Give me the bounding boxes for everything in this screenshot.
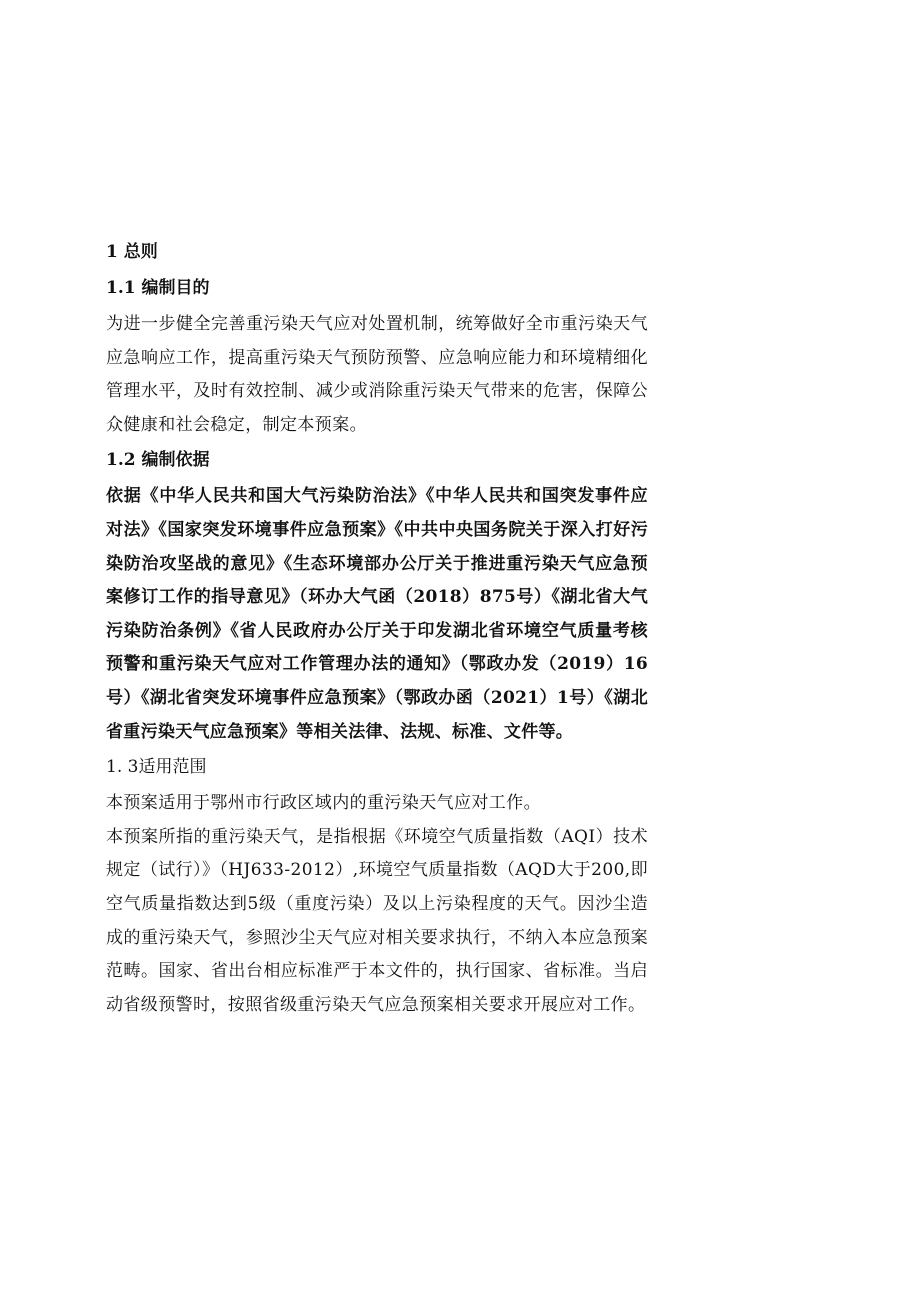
basis-paragraph: 依据《中华人民共和国大气污染防治法》《中华人民共和国突发事件应对法》《国家突发环境事件应急预案》《中共中央国务院关于深入打好污染防治攻坚战的意见》《生态环境部办公厅关于推进重污染天气应急预案修订工作的指导意见》（环办大气函（2018）875号）《湖北省大气污染防治条例》《省人民政府办公厅关于印发湖北省环境空气质量考核预警和重污染天气应对工作管理办法的通知》（鄂政办发（2019）16号）《湖北省突发环境事件应急预案》（鄂政办函（2021）1号）《湖北省重污染天气应急预案》等相关法律、法规、标准、文件等。 bbox=[106, 486, 648, 742]
purpose-text: 为进一步健全完善重污染天气应对处置机制，统筹做好全市重污染天气应急响应工作，提高重污染天气预防预警、应急响应能力和环境精细化管理水平，及时有效控制、减少或消除重污染天气带来的危害，保障公众健康和社会稳定，制定本预案。 bbox=[106, 314, 648, 435]
document-page bbox=[106, 236, 648, 1022]
section-title-purpose: 1.1 编制目的 bbox=[106, 278, 210, 298]
scope-paragraph-2: 本预案所指的重污染天气，是指根据《环境空气质量指数（AQI）技术规定（试行）》（HJ633-2012）,环境空气质量指数（AQD大于200,即空气质量指数达到5级（重度污染）及以上污染程度的天气。因沙尘造成的重污染天气，参照沙尘天气应对相关要求执行，不纳入本应急预案范畴。国家、省出台相应标准严于本文件的，执行国家、省标准。当启动省级预警时，按照省级重污染天气应急预案相关要求开展应对工作。 bbox=[106, 826, 648, 1015]
section-title-basis: 1.2 编制依据 bbox=[106, 450, 210, 471]
scope-paragraph-1: 本预案适用于鄂州市行政区域内的重污染天气应对工作。 bbox=[106, 793, 541, 814]
purpose-paragraph bbox=[106, 308, 648, 442]
section-title-scope: 1. 3适用范围 bbox=[106, 757, 207, 778]
section-title-general: 1 总则 bbox=[106, 242, 158, 262]
